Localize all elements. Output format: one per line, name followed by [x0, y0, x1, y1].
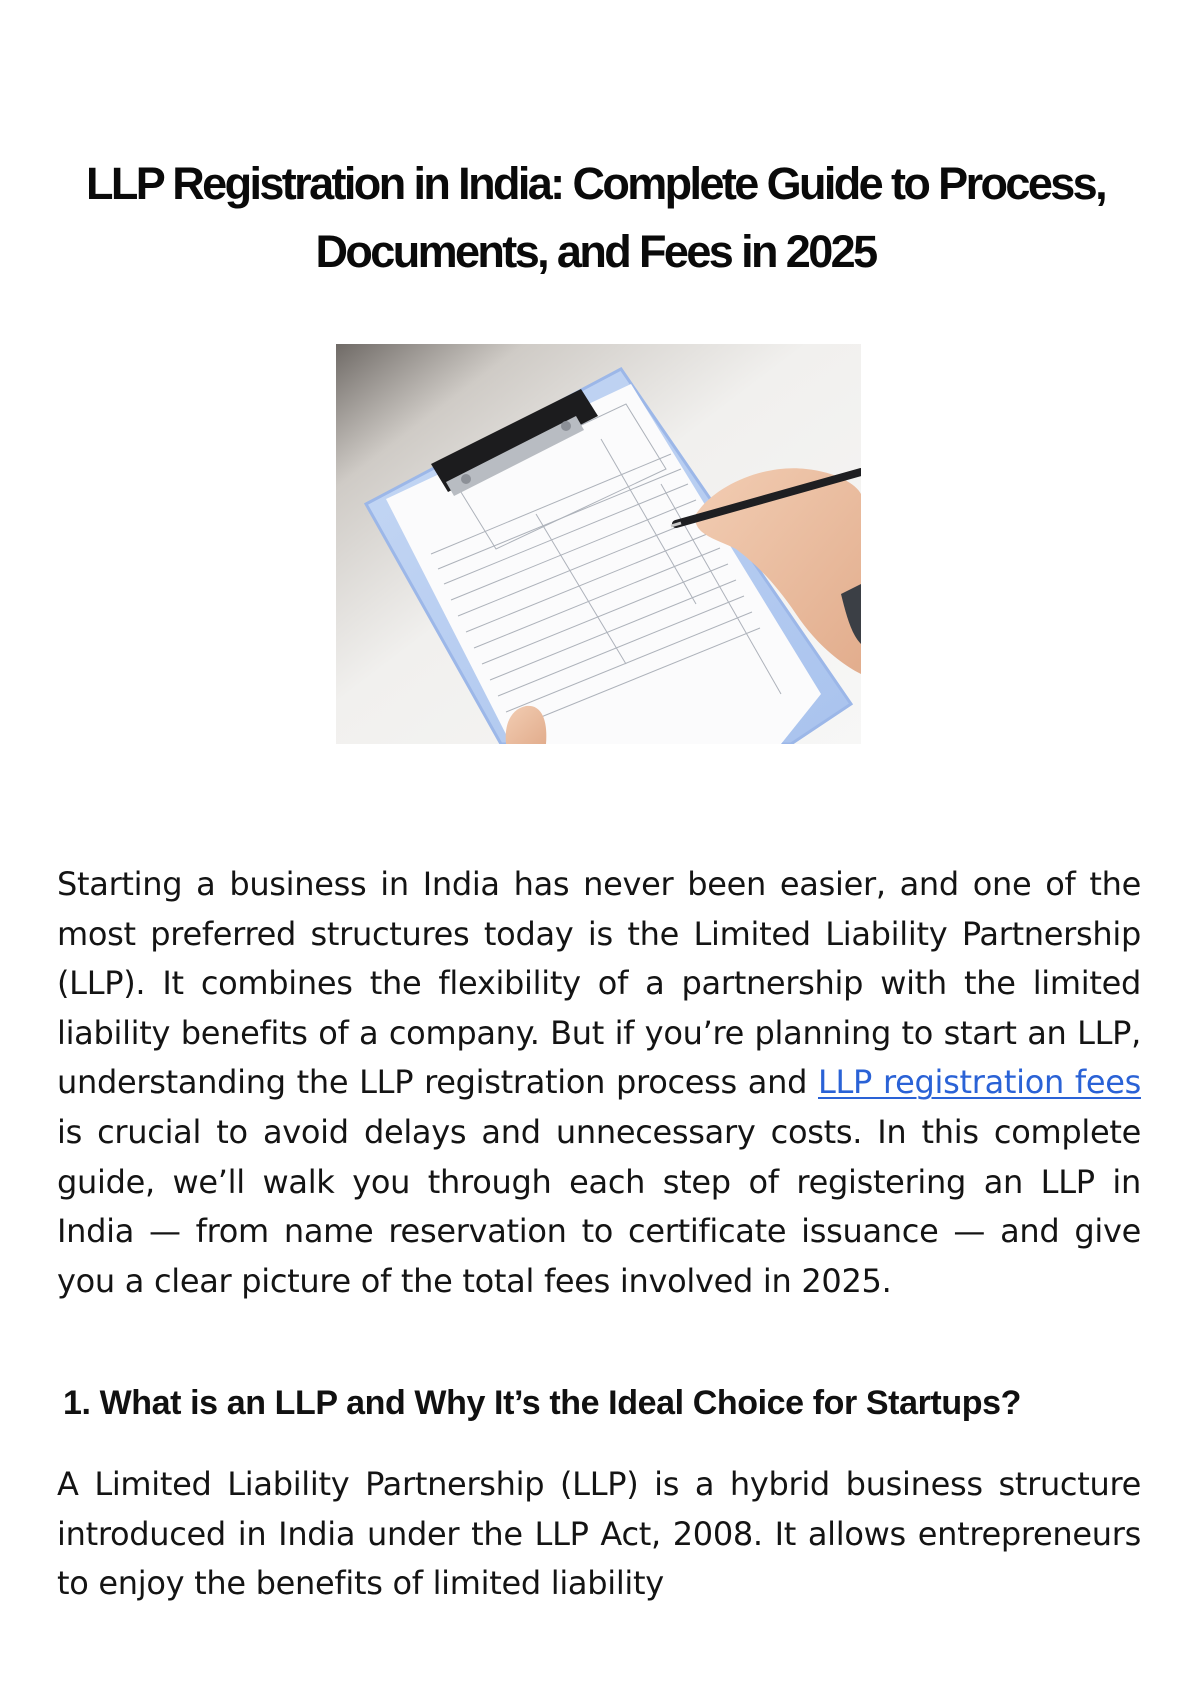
intro-text-before-link: Starting a business in India has never been easier, and one of the most preferred structures today is the Limited Liability Partnership (LLP). It combines the flexibility of a partnership with the limited liability benefits of a company. But if you’re planning to start an LLP, understanding the LLP registration process and	[57, 865, 1141, 1102]
title-line-1: LLP Registration in India: Complete Guide to Process,	[85, 158, 1106, 209]
title-line-2: Documents, and Fees in 2025	[315, 226, 876, 277]
section-1-heading: 1. What is an LLP and Why It’s the Ideal Choice for Startups?	[63, 1384, 1021, 1422]
llp-registration-fees-link[interactable]: LLP registration fees	[818, 1063, 1141, 1102]
page-title	[60, 150, 1131, 286]
section-1-paragraph: A Limited Liability Partnership (LLP) is a hybrid business structure introduced in India under the LLP Act, 2008. It allows entrepreneurs to enjoy the benefits of limited liability	[57, 1465, 1141, 1603]
clipboard-form-image	[336, 344, 861, 744]
intro-text-after-link: is crucial to avoid delays and unnecessary costs. In this complete guide, we’ll walk you through each step of registering an LLP in India — from name reservation to certificate issuance — and give you a clear picture of the total fees involved in 2025.	[57, 1112, 1141, 1300]
intro-paragraph	[57, 860, 1141, 1306]
